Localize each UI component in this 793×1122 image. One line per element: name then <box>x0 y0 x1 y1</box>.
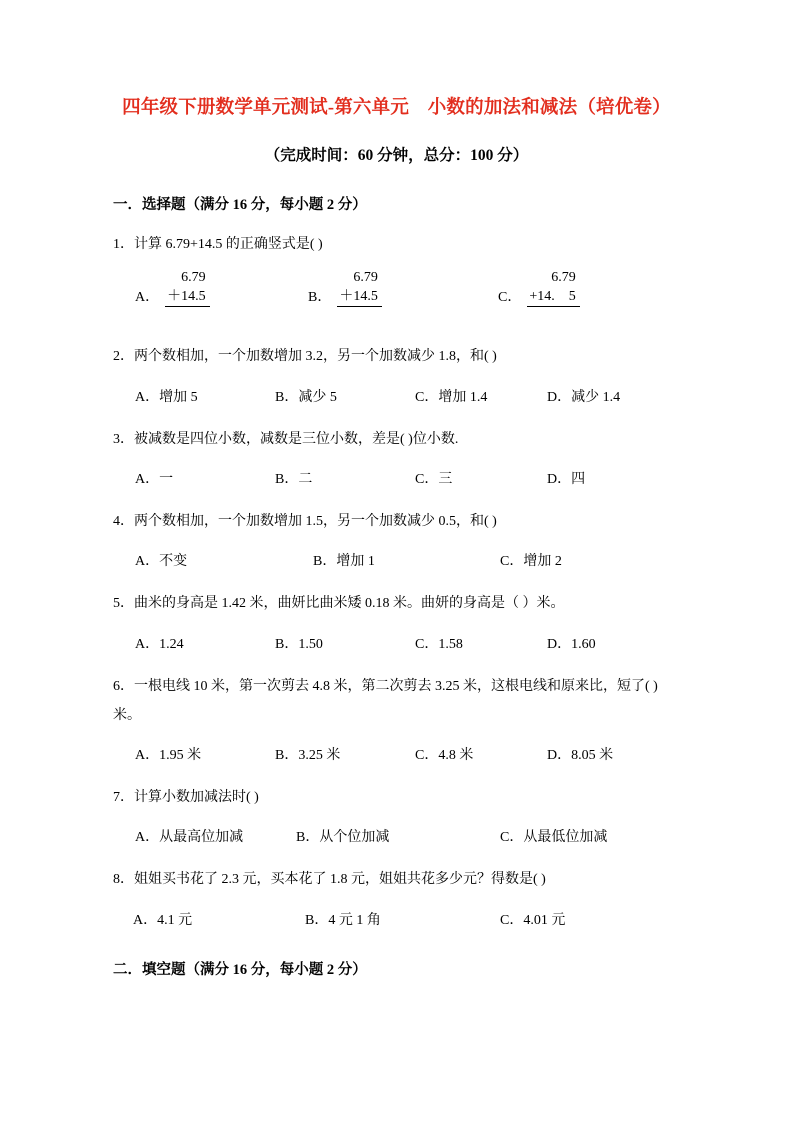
option-1-a[interactable] <box>135 269 210 307</box>
question-stem-2: 2．两个数相加，一个加数增加 3.2，另一个加数减少 1.8，和( ) <box>113 349 497 365</box>
question-5-options <box>100 615 693 655</box>
option-8-b[interactable]: B．4 元 1 角 <box>305 912 381 928</box>
option-1-b-sum <box>337 269 382 307</box>
option-8-c[interactable]: C．4.01 元 <box>500 912 566 928</box>
option-5-c[interactable]: C．1.58 <box>415 636 463 652</box>
option-6-d[interactable]: D．8.05 米 <box>547 748 614 764</box>
option-6-b[interactable]: B．3.25 米 <box>275 748 341 764</box>
option-2-c[interactable]: C．增加 1.4 <box>415 389 488 405</box>
question-6-options <box>100 726 693 766</box>
question-2-options <box>100 368 693 408</box>
option-1-c-sum <box>527 269 579 307</box>
question-stem-7: 7．计算小数加减法时( ) <box>113 790 259 806</box>
option-1-b-addend-bottom: ＋14.5 <box>337 287 382 308</box>
option-3-a[interactable]: A．一 <box>135 471 174 487</box>
question-stem-5: 5．曲米的身高是 1.42 米，曲妍比曲米矮 0.18 米。曲妍的身高是（ ）米。 <box>113 596 565 612</box>
option-4-b[interactable]: B．增加 1 <box>313 554 375 570</box>
option-5-d[interactable]: D．1.60 <box>547 636 596 652</box>
page-title: 四年级下册数学单元测试-第六单元 小数的加法和减法（培优卷） <box>122 98 671 118</box>
question-3-options <box>100 450 693 490</box>
option-7-b[interactable]: B．从个位加减 <box>296 830 390 846</box>
question-stem-4: 4．两个数相加，一个加数增加 1.5，另一个加数减少 0.5，和( ) <box>113 513 497 529</box>
option-1-c-addend-bottom: +14. 5 <box>527 287 579 308</box>
option-1-b-addend-top: 6.79 <box>353 270 378 286</box>
exam-subtitle: （完成时间：60 分钟，总分：100 分） <box>264 147 529 165</box>
option-2-b[interactable]: B．减少 5 <box>275 389 337 405</box>
option-2-d[interactable]: D．减少 1.4 <box>547 389 621 405</box>
option-4-a[interactable]: A．不变 <box>135 554 188 570</box>
question-8-options <box>100 891 693 931</box>
option-3-b[interactable]: B．二 <box>275 471 313 487</box>
option-1-c[interactable] <box>498 269 580 307</box>
question-stem-6 <box>100 655 693 727</box>
option-6-a[interactable]: A．1.95 米 <box>135 748 202 764</box>
section-heading-multiple-choice: 一．选择题（满分 16 分，每小题 2 分） <box>113 197 367 214</box>
option-3-d[interactable]: D．四 <box>547 471 586 487</box>
option-1-a-addend-bottom: ＋14.5 <box>165 287 210 308</box>
question-stem-6-line-1: 6．一根电线 10 米，第一次剪去 4.8 米，第二次剪去 3.25 米，这根电线和原来比，短了( ) <box>113 678 658 694</box>
option-1-c-label: C． <box>498 289 522 305</box>
option-1-c-addend-top: 6.79 <box>551 270 576 286</box>
option-1-b-label: B． <box>308 289 332 305</box>
option-6-c[interactable]: C．4.8 米 <box>415 748 474 764</box>
option-5-b[interactable]: B．1.50 <box>275 636 323 652</box>
option-4-c[interactable]: C．增加 2 <box>500 554 562 570</box>
option-2-a[interactable]: A．增加 5 <box>135 389 198 405</box>
option-1-a-sum <box>165 269 210 307</box>
section-heading-fill-in-blank: 二．填空题（满分 16 分，每小题 2 分） <box>113 961 367 978</box>
option-8-a[interactable]: A．4.1 元 <box>133 912 193 928</box>
option-1-b[interactable] <box>308 269 382 307</box>
question-4-options <box>100 532 693 572</box>
question-stem-3: 3．被减数是四位小数，减数是三位小数，差是( )位小数. <box>113 431 459 447</box>
option-3-c[interactable]: C．三 <box>415 471 453 487</box>
option-7-a[interactable]: A．从最高位加减 <box>135 830 244 846</box>
question-stem-8: 8．姐姐买书花了 2.3 元，买本花了 1.8 元，姐姐共花多少元？得数是( ) <box>113 872 546 888</box>
option-7-c[interactable]: C．从最低位加减 <box>500 830 608 846</box>
option-1-a-label: A． <box>135 289 160 305</box>
question-1-vertical-options <box>100 255 693 325</box>
question-stem-1: 1．计算 6.79+14.5 的正确竖式是( ) <box>113 237 323 253</box>
question-7-options <box>100 808 693 848</box>
option-5-a[interactable]: A．1.24 <box>135 636 184 652</box>
question-stem-6-line-2: 米。 <box>113 707 141 723</box>
option-1-a-addend-top: 6.79 <box>181 270 206 286</box>
